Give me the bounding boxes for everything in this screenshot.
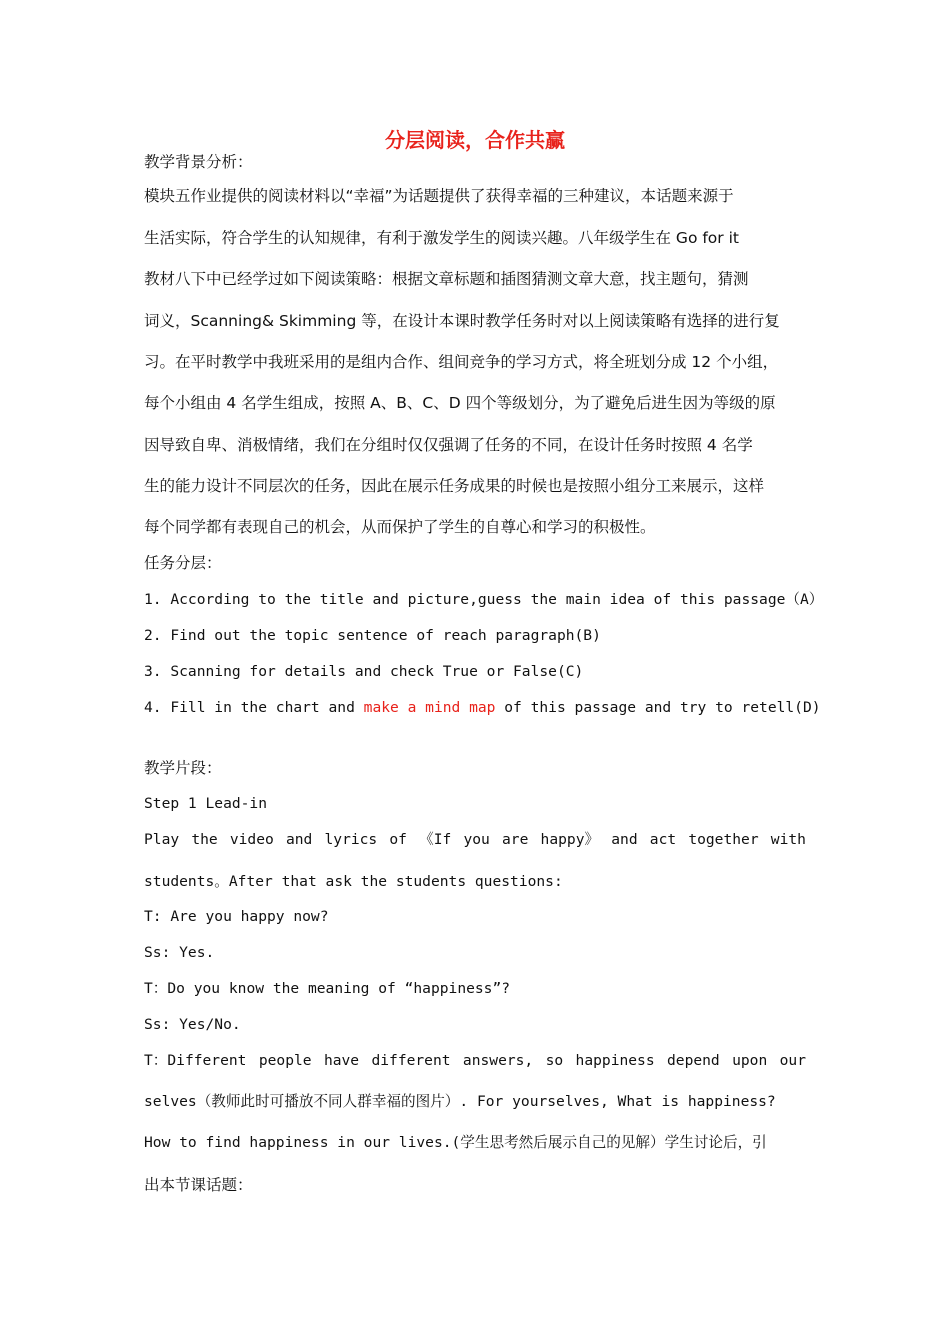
- teacher-line-4: 出本节课话题：: [144, 1176, 253, 1194]
- mind-map-highlight: make a mind map: [363, 699, 496, 716]
- task-item-1: 1. According to the title and picture,guess the main idea of this passage（A）: [144, 591, 824, 608]
- background-line-5: 习。在平时教学中我班采用的是组内合作、组间竞争的学习方式，将全班划分成 12 个小组，: [144, 353, 779, 371]
- step1-heading: Step 1 Lead-in: [144, 795, 268, 812]
- task-item-3: 3. Scanning for details and check True or False(C): [144, 663, 584, 680]
- dialogue-line-2: Ss: Yes.: [144, 944, 215, 961]
- teacher-line-2: selves（教师此时可播放不同人群幸福的图片）. For yourselves, What is happiness?: [144, 1093, 776, 1110]
- background-line-1: 模块五作业提供的阅读材料以“幸福”为话题提供了获得幸福的三种建议，本话题来源于: [144, 187, 734, 205]
- task-item-4-before: 4. Fill in the chart and: [144, 699, 364, 716]
- segment-heading: 教学片段：: [144, 759, 222, 777]
- dialogue-line-1: T: Are you happy now?: [144, 908, 329, 925]
- task-item-2: 2. Find out the topic sentence of reach paragraph(B): [144, 627, 601, 644]
- task-item-4: [144, 698, 821, 718]
- background-line-7: 因导致自卑、消极情绪，我们在分组时仅仅强调了任务的不同，在设计任务时按照 4 名学: [144, 436, 753, 454]
- background-heading: 教学背景分析：: [144, 153, 253, 171]
- background-line-6: 每个小组由 4 名学生组成，按照 A、B、C、D 四个等级划分，为了避免后进生因为等级的原: [144, 394, 776, 412]
- background-line-8: 生的能力设计不同层次的任务，因此在展示任务成果的时候也是按照小组分工来展示，这样: [144, 477, 765, 495]
- teacher-line-3: How to find happiness in our lives.(学生思考然后展示自己的见解）学生讨论后，引: [144, 1134, 767, 1151]
- tasks-heading: 任务分层：: [144, 554, 222, 572]
- teacher-line-1: T：Different people have different answers, so happiness depend upon our: [144, 1052, 806, 1069]
- page-title: 分层阅读，合作共赢: [385, 128, 565, 152]
- dialogue-line-4: Ss: Yes/No.: [144, 1016, 241, 1033]
- background-line-4: 词义，Scanning& Skimming 等，在设计本课时教学任务时对以上阅读策略有选择的进行复: [144, 312, 780, 330]
- dialogue-line-3: T：Do you know the meaning of “happiness”?: [144, 980, 511, 997]
- background-line-9: 每个同学都有表现自己的机会，从而保护了学生的自尊心和学习的积极性。: [144, 518, 656, 536]
- play-line-1: Play the video and lyrics of 《If you are happy》 and act together with: [144, 831, 806, 848]
- play-line-2: students。After that ask the students questions:: [144, 873, 563, 890]
- background-line-3: 教材八下中已经学过如下阅读策略：根据文章标题和插图猜测文章大意，找主题句，猜测: [144, 270, 749, 288]
- task-item-4-after: of this passage and try to retell(D): [495, 699, 821, 716]
- background-line-2: 生活实际，符合学生的认知规律，有利于激发学生的阅读兴趣。八年级学生在 Go for it: [144, 229, 739, 247]
